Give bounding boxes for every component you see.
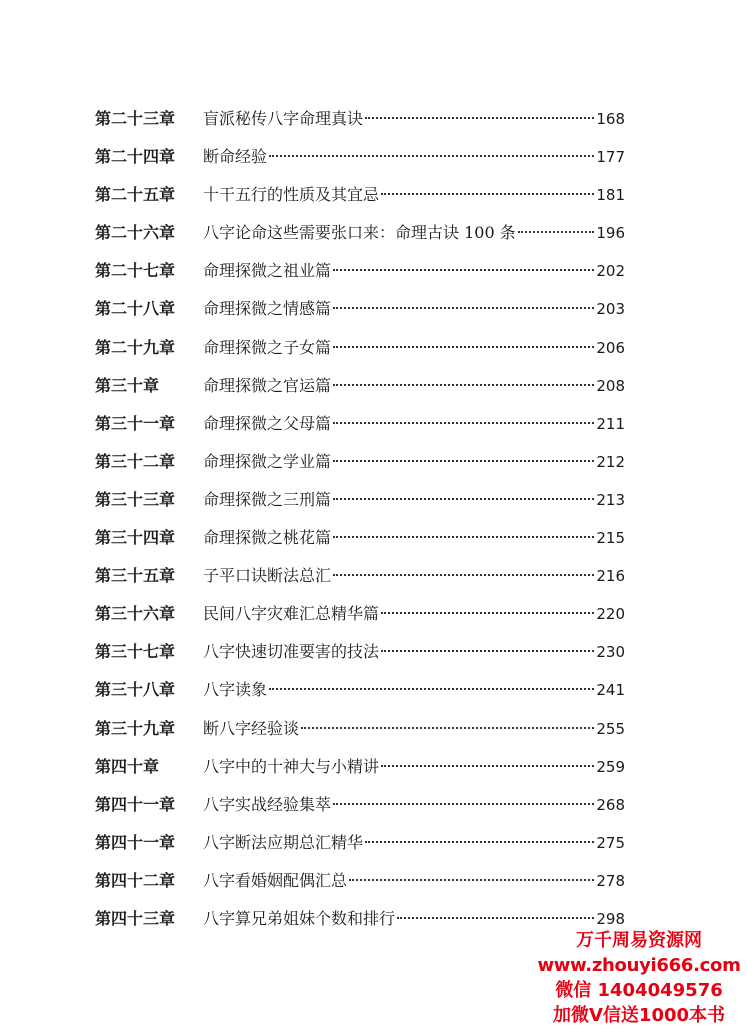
chapter-number: 第三十一章 xyxy=(95,413,176,433)
page-number: 177 xyxy=(596,148,625,167)
chapter-number: 第四十一章 xyxy=(95,832,176,852)
page-number: 216 xyxy=(596,567,625,586)
chapter-number: 第三十二章 xyxy=(95,451,176,471)
page-number: 241 xyxy=(596,681,625,700)
chapter-title: 八字快速切准要害的技法 xyxy=(203,642,380,662)
leader-dots xyxy=(381,193,594,195)
leader-dots xyxy=(269,688,594,690)
toc-entry xyxy=(95,100,625,138)
leader-dots xyxy=(333,307,594,309)
page-number: 211 xyxy=(596,414,625,433)
leader-dots xyxy=(333,536,594,538)
page-number: 196 xyxy=(596,224,625,243)
page-number: 278 xyxy=(596,871,625,890)
page-number: 220 xyxy=(596,605,625,624)
leader-dots xyxy=(381,650,594,652)
leader-dots xyxy=(269,155,594,157)
page-number: 259 xyxy=(596,757,625,776)
toc-entry xyxy=(95,519,625,557)
leader-dots xyxy=(333,803,594,805)
watermark-url: www.zhouyi666.com xyxy=(537,955,741,976)
chapter-title: 命理探微之情感篇 xyxy=(203,299,332,319)
chapter-title: 子平口诀断法总汇 xyxy=(203,566,332,586)
toc-entry xyxy=(95,710,625,748)
page-number: 230 xyxy=(596,643,625,662)
chapter-number: 第三十四章 xyxy=(95,528,176,548)
toc-entry xyxy=(95,557,625,595)
toc-entry xyxy=(95,633,625,671)
leader-dots xyxy=(333,460,594,462)
page-number: 275 xyxy=(596,833,625,852)
chapter-number: 第二十六章 xyxy=(95,223,176,243)
chapter-number: 第二十五章 xyxy=(95,185,176,205)
chapter-title: 断命经验 xyxy=(203,147,268,167)
chapter-title: 命理探微之三刑篇 xyxy=(203,489,332,509)
page-number: 203 xyxy=(596,300,625,319)
leader-dots xyxy=(333,346,594,348)
toc-entry xyxy=(95,786,625,824)
leader-dots xyxy=(365,117,594,119)
chapter-number: 第二十七章 xyxy=(95,261,176,281)
toc-entry xyxy=(95,214,625,252)
leader-dots xyxy=(349,879,594,881)
page-number: 213 xyxy=(596,490,625,509)
chapter-number: 第二十八章 xyxy=(95,299,176,319)
page-number: 298 xyxy=(596,909,625,928)
leader-dots xyxy=(333,498,594,500)
page-number: 181 xyxy=(596,186,625,205)
toc-entry xyxy=(95,748,625,786)
chapter-title: 命理探微之子女篇 xyxy=(203,337,332,357)
chapter-title: 民间八字灾难汇总精华篇 xyxy=(203,604,380,624)
leader-dots xyxy=(333,384,594,386)
chapter-title: 十干五行的性质及其宜忌 xyxy=(203,185,380,205)
toc-entry xyxy=(95,862,625,900)
toc-entry xyxy=(95,595,625,633)
chapter-number: 第二十九章 xyxy=(95,337,176,357)
chapter-title: 盲派秘传八字命理真诀 xyxy=(203,109,364,128)
chapter-title: 命理探微之桃花篇 xyxy=(203,528,332,548)
leader-dots xyxy=(518,231,595,233)
toc-entry xyxy=(95,367,625,405)
toc-entry xyxy=(95,481,625,519)
page-number: 215 xyxy=(596,529,625,548)
chapter-number: 第三十章 xyxy=(95,375,160,395)
chapter-title: 命理探微之父母篇 xyxy=(203,413,332,433)
leader-dots xyxy=(365,841,594,843)
toc-entry xyxy=(95,138,625,176)
leader-dots xyxy=(301,727,594,729)
chapter-title: 八字论命这些需要张口来：命理古诀 100 条 xyxy=(203,223,516,243)
toc-entry xyxy=(95,671,625,709)
chapter-title: 命理探微之官运篇 xyxy=(203,375,332,395)
leader-dots xyxy=(333,574,594,576)
toc-entry xyxy=(95,443,625,481)
leader-dots xyxy=(397,917,594,919)
table-of-contents xyxy=(95,100,625,938)
chapter-number: 第四十三章 xyxy=(95,908,176,928)
leader-dots xyxy=(333,422,594,424)
chapter-number: 第三十八章 xyxy=(95,680,176,700)
chapter-title: 命理探微之祖业篇 xyxy=(203,261,332,281)
chapter-title: 八字中的十神大与小精讲 xyxy=(203,756,380,776)
toc-entry xyxy=(95,176,625,214)
watermark-offer: 加微V信送1000本书 xyxy=(552,1005,726,1026)
chapter-number: 第二十四章 xyxy=(95,147,176,167)
chapter-number: 第四十二章 xyxy=(95,870,176,890)
page-number: 255 xyxy=(596,719,625,738)
leader-dots xyxy=(381,765,594,767)
toc-entry xyxy=(95,824,625,862)
chapter-title: 八字断法应期总汇精华 xyxy=(203,832,364,852)
chapter-number: 第四十一章 xyxy=(95,794,176,814)
page-number: 208 xyxy=(596,376,625,395)
page-number: 202 xyxy=(596,262,625,281)
leader-dots xyxy=(381,612,594,614)
chapter-number: 第三十三章 xyxy=(95,489,176,509)
chapter-title: 断八字经验谈 xyxy=(203,718,300,738)
toc-entry xyxy=(95,290,625,328)
page-number: 212 xyxy=(596,452,625,471)
chapter-number: 第二十三章 xyxy=(95,109,176,128)
chapter-title: 八字看婚姻配偶汇总 xyxy=(203,870,348,890)
watermark xyxy=(534,928,744,1028)
leader-dots xyxy=(333,269,594,271)
page-number: 268 xyxy=(596,795,625,814)
chapter-number: 第三十九章 xyxy=(95,718,176,738)
page-number: 206 xyxy=(596,338,625,357)
watermark-wechat: 微信 1404049576 xyxy=(555,980,723,1001)
watermark-site-name: 万千周易资源网 xyxy=(576,930,702,951)
chapter-title: 八字读象 xyxy=(203,680,268,700)
chapter-title: 命理探微之学业篇 xyxy=(203,451,332,471)
chapter-number: 第三十六章 xyxy=(95,604,176,624)
page-number: 168 xyxy=(596,110,625,128)
chapter-number: 第三十五章 xyxy=(95,566,176,586)
chapter-title: 八字算兄弟姐妹个数和排行 xyxy=(203,908,396,928)
toc-entry xyxy=(95,405,625,443)
toc-entry xyxy=(95,329,625,367)
chapter-title: 八字实战经验集萃 xyxy=(203,794,332,814)
toc-entry xyxy=(95,252,625,290)
chapter-number: 第三十七章 xyxy=(95,642,176,662)
chapter-number: 第四十章 xyxy=(95,756,160,776)
